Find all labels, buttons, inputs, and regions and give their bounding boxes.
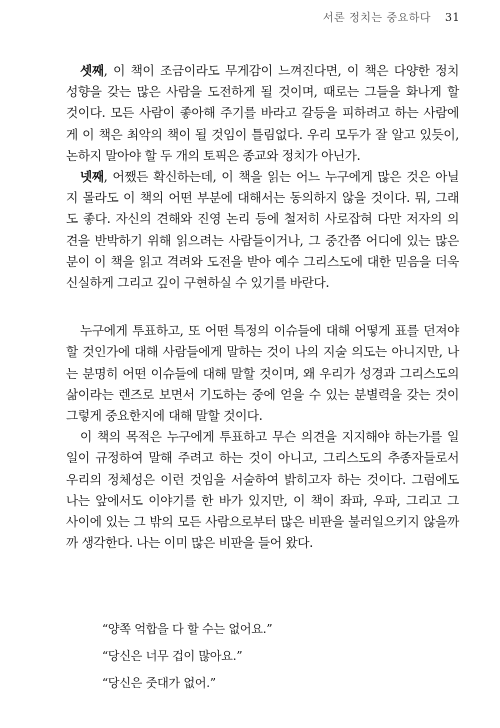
page-number: 31 [445, 11, 460, 24]
paragraph-third [66, 60, 459, 166]
paragraph-line: 견을 반박하기 위해 읽으려는 사람들이거나, 그 중간쯤 어디에 있는 많은 [66, 232, 459, 248]
quote-list [102, 616, 272, 697]
paragraph-line: 분이 이 책을 읽고 격려와 도전을 받아 예수 그리스도에 대한 믿음을 더욱 [66, 253, 459, 269]
paragraph-line: 것이다. 모든 사람이 좋아해 주기를 바라고 갈등을 피하려고 하는 사람에 [66, 105, 459, 121]
paragraph-line: 도 좋다. 자신의 견해와 진영 논리 등에 철저히 사로잡혀 다만 저자의 의 [66, 211, 459, 227]
paragraph-voting [66, 320, 459, 426]
paragraph-first-line: , 이 책이 조금이라도 무게감이 느껴진다면, 이 책은 다양한 정치 [103, 63, 459, 78]
paragraph-first-line: 이 책의 목적은 누구에게 투표하고 무슨 의견을 지지해야 하는가를 일 [80, 429, 459, 445]
paragraph-line: 삶이라는 렌즈로 보면서 기도하는 중에 얻을 수 있는 분별력을 갖는 것이 [66, 386, 459, 402]
paragraph-line: 사이에 있는 그 밖의 모든 사람으로부터 많은 비판을 불러일으키지 않을까 [66, 514, 459, 530]
quote-line: “당신은 너무 겁이 많아요.” [102, 649, 243, 663]
chapter-title: 서론 정치는 중요하다 [322, 11, 431, 24]
paragraph-line [66, 166, 459, 187]
running-header [323, 9, 460, 25]
paragraph-line: 지 몰라도 이 책의 어떤 부분에 대해서는 동의하지 않을 것이다. 뭐, 그래 [66, 190, 459, 206]
paragraph-keyword: 넷째 [80, 169, 104, 185]
paragraph-purpose [66, 426, 459, 553]
body-text [66, 60, 459, 553]
paragraph-line: 논하지 말아야 할 두 개의 토픽은 종교와 정치가 아닌가. [66, 147, 361, 163]
paragraph-line: 일이 규정하여 말해 주려고 하는 것이 아니고, 그리스도의 추종자들로서 [66, 450, 459, 466]
paragraph-line: 신실하게 그리고 깊이 구현하실 수 있기를 바란다. [66, 275, 330, 291]
quote-line: “당신은 줏대가 없어.” [102, 676, 216, 690]
paragraph-line: 는 분명히 어떤 이슈들에 대해 말할 것이며, 왜 우리가 성경과 그리스도의 [66, 365, 459, 381]
paragraph-line: 우리의 정체성은 이런 것임을 서술하여 밝히고자 하는 것이다. 그럼에도 [66, 471, 459, 487]
paragraph-line: 나는 앞에서도 이야기를 한 바가 있지만, 이 책이 좌파, 우파, 그리고 그 [66, 492, 459, 508]
paragraph-line: 그렇게 중요한지에 대해 말할 것이다. [66, 408, 263, 424]
paragraph-fourth [66, 166, 459, 293]
paragraph-first-line: 누구에게 투표하고, 또 어떤 특정의 이슈들에 대해 어떻게 표를 던져야 [80, 323, 459, 339]
paragraph-line: 할 것인가에 대해 사람들에게 말하는 것이 나의 지술 의도는 아니지만, 나 [66, 344, 459, 360]
paragraph-line: 까 생각한다. 나는 이미 많은 비판을 들어 왔다. [66, 535, 313, 551]
paragraph-keyword: 셋째 [80, 63, 104, 78]
paragraph-first-line: , 어쨌든 확신하는데, 이 책을 읽는 어느 누구에게 많은 것은 아닐 [103, 169, 459, 185]
quote-line: “양쪽 억합을 다 할 수는 없어요.” [102, 622, 273, 636]
paragraph-line: 성향을 갖는 많은 사람을 도전하게 될 것이며, 때로는 그들을 화나게 할 [66, 84, 459, 100]
paragraph-line: 게 이 책은 최악의 책이 될 것임이 틀림없다. 우리 모두가 잘 알고 있듯이, [66, 126, 459, 142]
section-gap [66, 293, 459, 320]
paragraph-line [66, 60, 459, 81]
